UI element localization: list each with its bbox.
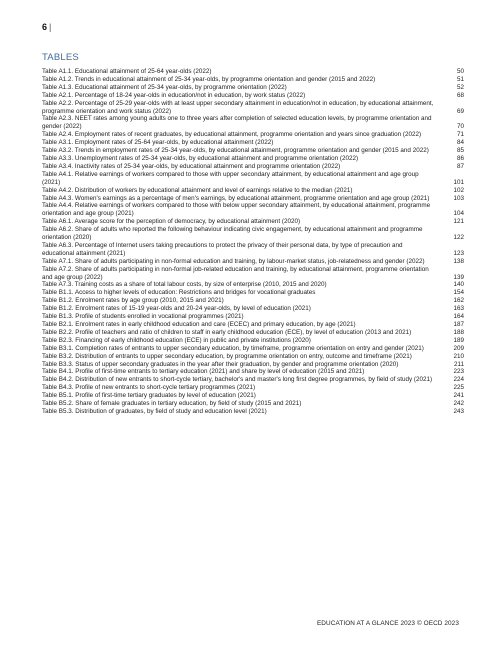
toc-entry-title: Table B4.2. Distribution of new entrants to short-cycle tertiary, bachelor's and master's long first degree programmes, by field of study (2021) [42,376,433,384]
toc-entry[interactable] [42,329,464,337]
toc-entry-page-number: 84 [456,139,464,147]
toc-entry-page-number: 69 [456,107,464,115]
toc-entry-title: Table A7.1. Share of adults participating in non-formal education and training, by labour-market status, job-relatedness and gender (2022) [42,257,425,265]
toc-entry-title: Table A6.3. Percentage of Internet users taking precautions to protect the privacy of their personal data, by type of precaution and educational attainment (2021) [42,241,403,257]
toc-entry[interactable] [42,258,464,266]
toc-entry-title: Table A6.2. Share of adults who reported the following behaviour indicating civic engagement, by educational attainment and programme orientation (2020) [42,226,423,242]
toc-entry[interactable] [42,195,464,203]
toc-entry[interactable] [42,297,464,305]
toc-entry-title: Table B1.2. Enrolment rates of 15-19 year-olds and 20-24 year-olds, by level of education (2021) [42,305,311,313]
toc-entry[interactable] [42,131,464,139]
toc-entry-page-number: 138 [453,257,464,265]
toc-entry[interactable] [42,384,464,392]
toc-entry-title: Table A1.3. Educational attainment of 25-34 year-olds, by programme orientation (2022) [42,83,287,91]
toc-entry-page-number: 188 [453,328,464,336]
toc-entry-title: Table A4.1. Relative earnings of workers compared to those with upper secondary attainment, by educational attainment and age group (2021) [42,170,419,186]
toc-entry[interactable] [42,115,464,131]
toc-entry-title: Table A4.4. Relative earnings of workers compared to those with below upper secondary attainment, by educational attainment, programme orientation and age group (2021) [42,202,431,218]
toc-entry[interactable] [42,305,464,313]
toc-entry[interactable] [42,76,464,84]
toc-entry-title: Table B1.1. Access to higher levels of education: Restrictions and bridges for vocational graduates [42,289,316,297]
toc-entry-page-number: 122 [453,234,464,242]
toc-entry-title: Table A3.4. Inactivity rates of 25-34 year-olds, by educational attainment and programme orientation (2022) [42,162,341,170]
toc-entry[interactable] [42,242,464,258]
toc-entry-page-number: 211 [453,360,464,368]
page-footer: EDUCATION AT A GLANCE 2023 © OECD 2023 [316,620,459,627]
toc-entry-title: Table A4.3. Women's earnings as a percentage of men's earnings, by educational attainment, programme orientation and age group (2021) [42,194,430,202]
toc-entry-page-number: 87 [456,162,464,170]
toc-entry[interactable] [42,266,464,282]
toc-entry-title: Table A3.3. Unemployment rates of 25-34 year-olds, by educational attainment and programme orientation (2022) [42,154,359,162]
toc-entry-page-number: 85 [456,147,464,155]
toc-entry[interactable] [42,289,464,297]
toc-entry[interactable] [42,376,464,384]
toc-entry-title: Table A1.2. Trends in educational attainment of 25-34 year-olds, by programme orientation and gender (2015 and 2022) [42,75,376,83]
toc-entry[interactable] [42,345,464,353]
toc-entry-page-number: 164 [453,313,464,321]
toc-entry-title: Table B2.1. Enrolment rates in early childhood education and care (ECEC) and primary education, by age (2021) [42,321,356,328]
toc-entry-page-number: 242 [453,400,464,408]
toc-entry-page-number: 50 [456,68,464,75]
toc-entry-title: Table B4.1. Profile of first-time entrants to tertiary education (2021) and share by level of education (2015 and 2021) [42,368,365,376]
toc-entry-title: Table A3.2. Trends in employment rates of 25-34 year-olds, by educational attainment, programme orientation and gender (2015 and 2022) [42,147,429,155]
toc-entry-page-number: 163 [453,305,464,313]
toc-entry-page-number: 123 [453,249,464,257]
toc-entry-page-number: 104 [453,210,464,218]
toc-entry-title: Table B4.3. Profile of new entrants to short-cycle tertiary programmes (2021) [42,384,256,392]
toc-entry-title: Table B5.2. Share of female graduates in tertiary education, by field of study (2015 and 2021) [42,400,302,408]
toc-entry[interactable] [42,139,464,147]
toc-entry[interactable] [42,281,464,289]
toc-entry-page-number: 189 [453,336,464,344]
toc-entry[interactable] [42,408,464,416]
toc-entry-title: Table B1.3. Profile of students enrolled in vocational programmes (2021) [42,313,244,321]
toc-entry-title: Table A4.2. Distribution of workers by educational attainment and level of earnings relative to the median (2021) [42,186,353,194]
toc-entry-title: Table B2.3. Financing of early childhood education (ECE) in public and private institutions (2020) [42,336,311,344]
table-of-contents [42,68,464,416]
toc-entry[interactable] [42,171,464,187]
toc-entry[interactable] [42,92,464,100]
toc-entry-title: Table A7.2. Share of adults participating in non-formal job-related education and training, by educational attainment, programme orientation and age group (2022) [42,265,429,281]
toc-entry-title: Table A6.1. Average score for the perception of democracy, by educational attainment (2020) [42,218,301,226]
toc-entry[interactable] [42,202,464,218]
toc-entry-title: Table B3.3. Status of upper secondary graduates in the year after their graduation, by gender and programme orientation (2020) [42,360,399,368]
toc-entry-page-number: 70 [456,123,464,131]
toc-entry[interactable] [42,353,464,361]
toc-entry-page-number: 154 [453,289,464,297]
toc-entry[interactable] [42,155,464,163]
toc-entry[interactable] [42,321,464,329]
toc-entry-page-number: 162 [453,297,464,305]
toc-entry-title: Table B2.2. Profile of teachers and ratio of children to staff in early childhood education (ECE), by level of education (2013 and 2021) [42,328,412,336]
toc-entry-page-number: 139 [453,273,464,281]
toc-entry[interactable] [42,163,464,171]
toc-entry-title: Table A7.3. Training costs as a share of total labour costs, by size of enterprise (2010, 2015 and 2020) [42,281,327,289]
toc-entry-title: Table A2.1. Percentage of 18-24 year-olds in education/not in education, by work status (2022) [42,91,306,99]
toc-entry[interactable] [42,218,464,226]
toc-entry[interactable] [42,337,464,345]
toc-entry-title: Table B3.2. Distribution of entrants to upper secondary education, by programme orientation on entry, outcome and timeframe (2021) [42,352,412,360]
toc-entry-page-number: 223 [453,368,464,376]
toc-entry[interactable] [42,147,464,155]
toc-entry-page-number: 187 [453,321,464,328]
toc-entry-page-number: 102 [453,186,464,194]
toc-entry[interactable] [42,400,464,408]
toc-entry-page-number: 224 [453,376,464,384]
toc-entry[interactable] [42,100,464,116]
toc-entry[interactable] [42,392,464,400]
toc-entry[interactable] [42,313,464,321]
toc-entry[interactable] [42,84,464,92]
toc-entry-page-number: 101 [453,178,464,186]
toc-entry-title: Table A1.1. Educational attainment of 25-64 year-olds (2022) [42,68,212,75]
toc-entry-title: Table B1.2. Enrolment rates by age group (2010, 2015 and 2021) [42,297,224,305]
toc-entry[interactable] [42,361,464,369]
page-number-value: 6 [42,22,48,32]
toc-entry-page-number: 209 [453,344,464,352]
toc-entry-title: Table A2.3. NEET rates among young adults one to three years after completion of selected education levels, by programme orientation and gender (2022) [42,115,432,131]
section-title: TABLES [42,52,79,63]
toc-entry-page-number: 241 [453,392,464,400]
toc-entry-page-number: 121 [453,218,464,226]
toc-entry[interactable] [42,368,464,376]
toc-entry-page-number: 51 [456,75,464,83]
toc-entry-page-number: 52 [456,83,464,91]
toc-entry-page-number: 225 [453,384,464,392]
toc-entry-page-number: 68 [456,91,464,99]
toc-entry-page-number: 140 [453,281,464,289]
toc-entry-page-number: 71 [456,131,464,139]
toc-entry-title: Table A2.4. Employment rates of recent graduates, by educational attainment, programme orientation and years since graduation (2022) [42,131,422,139]
page-number-separator: | [49,22,52,32]
toc-entry[interactable] [42,68,464,76]
toc-entry-title: Table A3.1. Employment rates of 25-64 year-olds, by educational attainment (2022) [42,139,274,147]
toc-entry-page-number: 86 [456,154,464,162]
toc-entry-title: Table A2.2. Percentage of 25-29 year-olds with at least upper secondary attainment in education/not in education, by educational attainment, programme orientation and work status (2022) [42,99,434,115]
toc-entry[interactable] [42,226,464,242]
toc-entry-title: Table B3.1. Completion rates of entrants to upper secondary education, by timeframe, programme orientation on entry and gender (2021) [42,344,424,352]
toc-entry[interactable] [42,187,464,195]
toc-entry-page-number: 103 [453,194,464,202]
page-number [42,22,51,32]
toc-entry-title: Table B5.3. Distribution of graduates, by field of study and education level (2021) [42,407,267,415]
toc-entry-title: Table B5.1. Profile of first-time tertiary graduates by level of education (2021) [42,392,256,400]
toc-entry-page-number: 243 [453,407,464,415]
toc-entry-page-number: 210 [453,352,464,360]
